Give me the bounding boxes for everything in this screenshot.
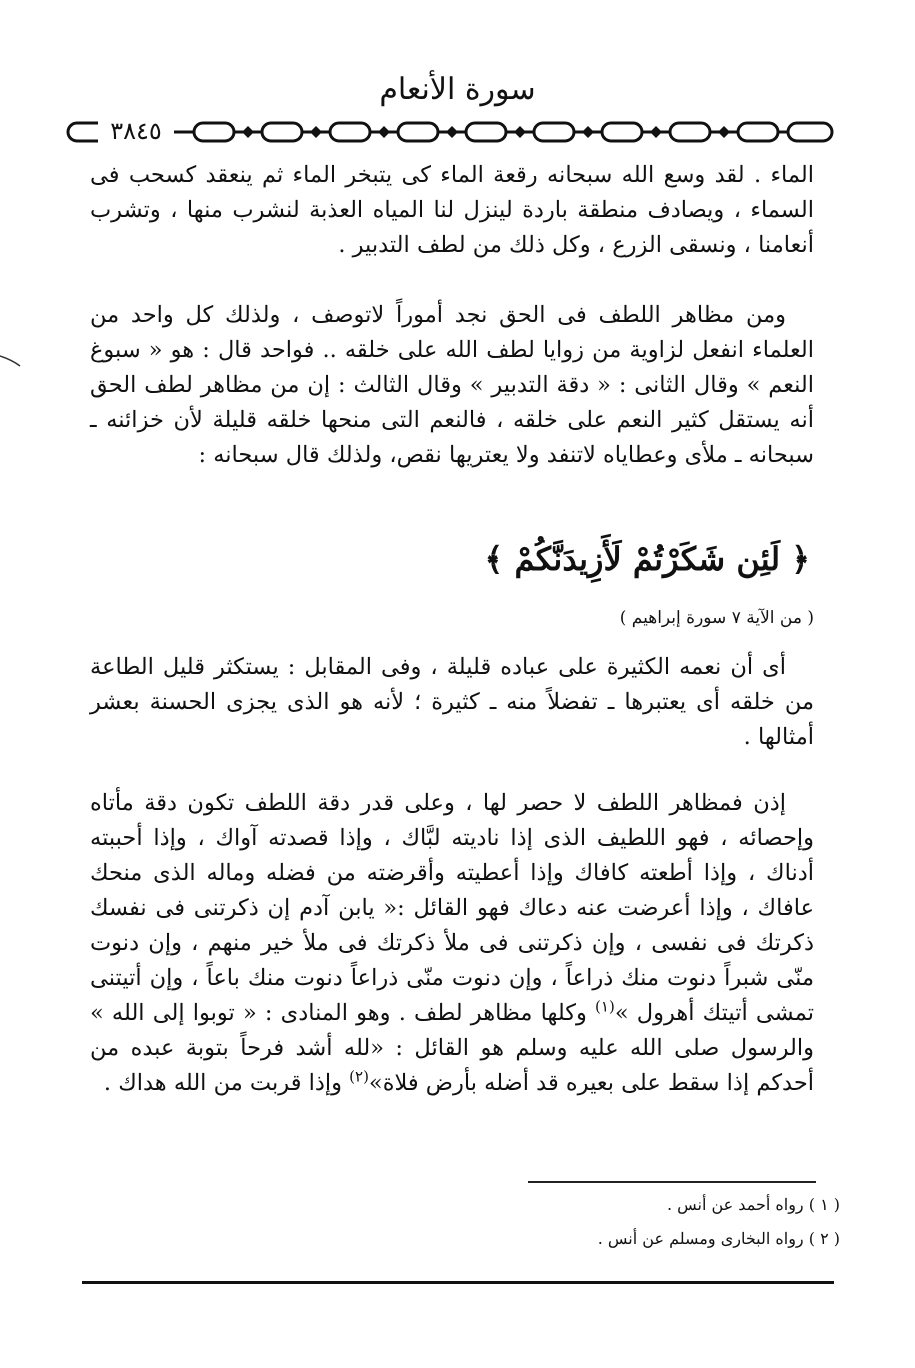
footnote-marker: (٢) — [349, 1067, 369, 1086]
paragraph — [90, 786, 814, 1101]
page-number: ٣٨٤٥ — [98, 116, 174, 146]
footnote-marker: (١) — [595, 997, 615, 1016]
quran-verse: ﴿ لَئِن شَكَرْتُمْ لَأَزِيدَنَّكُمْ ﴾ — [484, 540, 810, 578]
paragraph-segment: وإذا قربت من الله هداك . — [103, 1070, 350, 1096]
bottom-rule — [82, 1281, 834, 1284]
paragraph-segment: إذن فمظاهر اللطف لا حصر لها ، وعلى قدر دقة اللطف تكون دقة مأتاه وإحصائه ، فهو اللطيف الذى إذا ناديته لبَّاك ، وإذا قصدته آواك ، وإذا أحببته أدناك ، وإذا أطعته كافاك وإذا أعطيته وأقرضته من فضله وماله الذى منحك عافاك ، وإذا أعرضت عنه دعاك فهو القائل :« يابن آدم إن ذكرتنى فى نفسك ذكرتك فى نفسى ، وإن ذكرتنى فى ملأ ذكرتك فى ملأ خير منهم ، وإن دنوت منّى شبراً دنوت منك ذراعاً ، وإن دنوت منّى ذراعاً دنوت منك باعاً ، وإن أتيتنى تمشى أتيتك أهرول » — [90, 790, 814, 1026]
paragraph: أى أن نعمه الكثيرة على عباده قليلة ، وفى المقابل : يستكثر قليل الطاعة من خلقه أى يعتبرها ـ تفضلاً منه ـ كثيرة ؛ لأنه هو الذى يجزى الحسنة بعشر أمثالها . — [90, 654, 814, 750]
paragraph: ومن مظاهر اللطف فى الحق نجد أموراً لاتوصف ، ولذلك كل واحد من العلماء انفعل لزاوية من زوايا لطف الله على خلقه .. فواحد قال : هو « سبوغ النعم » وقال الثانى : « دقة التدبير » وقال الثالث : إن من مظاهر لطف الحق أنه يستقل كثير النعم على خلقه ، فالنعم التى منحها خلقه قليلة لأن خزائنه ـ سبحانه ـ ملأى وعطاياه لاتنفد ولا يعتريها نقص، ولذلك قال سبحانه : — [90, 302, 814, 468]
paragraph-segment: وكلها مظاهر لطف . وهو المنادى : « توبوا إلى الله » والرسول صلى الله عليه وسلم هو القائل : «لله أشد فرحاً بتوبة عبده من أحدكم إذا سقط على بعيره قد أضله بأرض فلاة» — [90, 1000, 814, 1096]
footnote: ( ٢ ) رواه البخارى ومسلم عن أنس . — [597, 1229, 840, 1248]
footnote-separator — [528, 1181, 816, 1183]
scan-edge-mark — [0, 352, 22, 370]
footnote: ( ١ ) رواه أحمد عن أنس . — [666, 1195, 840, 1214]
footnotes — [400, 1188, 840, 1256]
verse-reference: ( من الآية ٧ سورة إبراهيم ) — [619, 608, 814, 628]
decorative-header-rule — [66, 117, 834, 147]
surah-title: سورة الأنعام — [379, 72, 536, 107]
paragraph: الماء . لقد وسع الله سبحانه رقعة الماء كى يتبخر الماء ثم ينعقد كسحب فى السماء ، ويصادف منطقة باردة لينزل لنا المياه العذبة لنشرب منها ، وتشرب أنعامنا ، ونسقى الزرع ، وكل ذلك من لطف التدبير . — [90, 162, 814, 258]
